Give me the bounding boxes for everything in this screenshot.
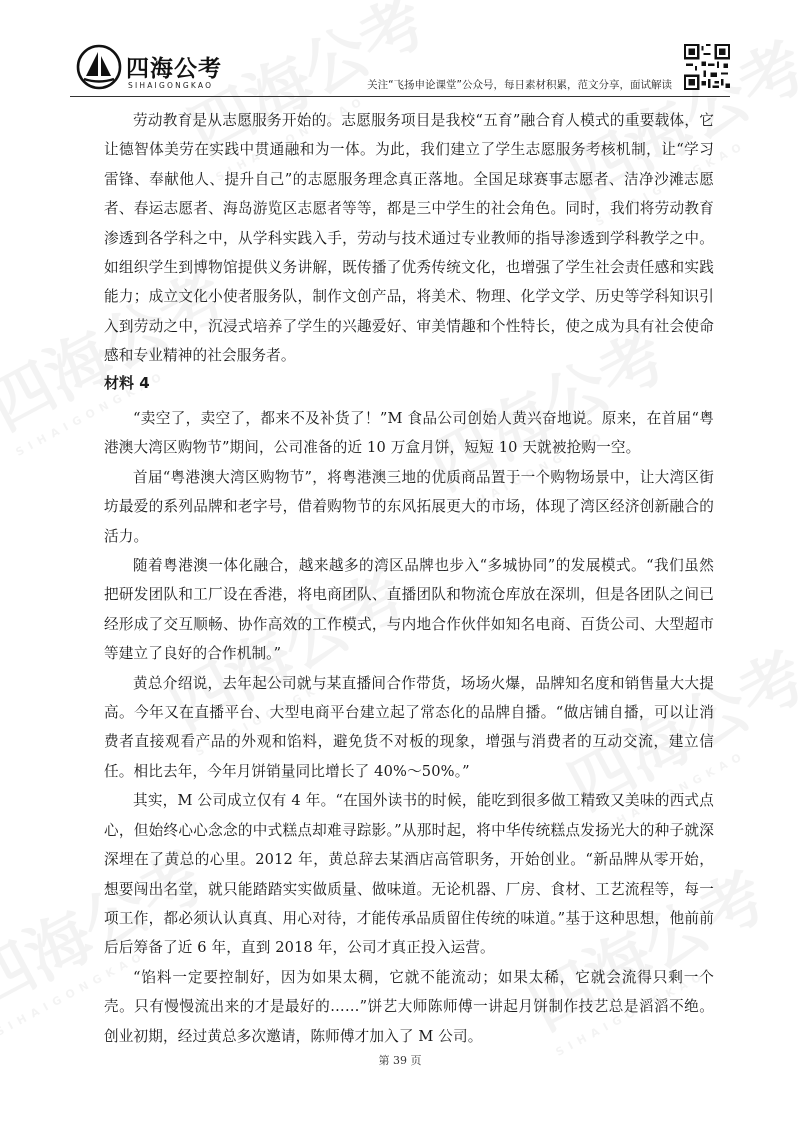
page-header [70,40,730,102]
paragraph: 首届“粤港澳大湾区购物节”，将粤港澳三地的优质商品置于一个购物场景中，让大湾区街坊最爱的系列品牌和老字号，借着购物节的东风拓展更大的市场，体现了湾区经济创新融合的活力。 [104,468,714,545]
header-tagline: 关注“飞扬申论课堂”公众号，每日素材积累，范文分享，面试解读 [367,79,672,91]
sailboat-logo-icon [76,44,122,90]
paragraph: 其实，M 公司成立仅有 4 年。“在国外读书的时候，能吃到很多做工精致又美味的西式点心，但始终心心念念的中式糕点却难寻踪影。”从那时起，将中华传统糕点发扬光大的种子就深深埋在了黄总的心里。2012 年，黄总辞去某酒店高管职务，开始创业。“新品牌从零开始，想要闯出名堂，就只能踏踏实实做质量、做味道。无论机器、厂房、食材、工艺流程等，每一项工作，都必须认认真真、用心对待，才能传承品质留住传统的味道。”基于这种思想，他前前后后筹备了近 6 年，直到 2018 年，公司才真正投入运营。 [104,792,714,957]
page-number: 第 39 页 [378,1054,422,1067]
paragraph: 劳动教育是从志愿服务开始的。志愿服务项目是我校“五育”融合育人模式的重要载体，它让德智体美劳在实践中贯通融和为一体。为此，我们建立了学生志愿服务考核机制，让“学习雷锋、奉献他人、提升自己”的志愿服务理念真正落地。全国足球赛事志愿者、洁净沙滩志愿者、春运志愿者、海岛游览区志愿者等等，都是三中学生的社会角色。同时，我们将劳动教育渗透到各学科之中，从学科实践入手，劳动与技术通过专业教师的指导渗透到学科教学之中。如组织学生到博物馆提供义务讲解，既传播了优秀传统文化，也增强了学生社会责任感和实践能力；成立文化小使者服务队，制作文创产品，将美术、物理、化学文学、历史等学科知识引入到劳动之中，沉浸式培养了学生的兴趣爱好、审美情趣和个性特长，使之成为具有社会使命感和专业精神的社会服务者。 [104,112,714,365]
qr-code-icon [684,44,730,90]
material-4-text [104,404,714,1051]
brand-subtitle: SIHAIGONGKAO [128,81,214,90]
paragraph: 黄总介绍说，去年起公司就与某直播间合作带货，场场火爆，品牌知名度和销售量大大提高。今年又在直播平台、大型电商平台建立起了常态化的品牌自播。“做店铺自播，可以让消费者直接观看产品的外观和馅料，避免货不对板的现象，增强与消费者的互动交流，建立信任。相比去年，今年月饼销量同比增长了 40%～50%。” [104,674,714,780]
paragraph: 随着粤港澳一体化融合，越来越多的湾区品牌也步入“多城协同”的发展模式。“我们虽然把研发团队和工厂设在香港，将电商团队、直播团队和物流仓库放在深圳，但是各团队之间已经形成了交互顺畅、协作高效的工作模式，与内地合作伙伴如知名电商、百货公司、大型超市等建立了良好的合作机制。” [104,557,714,663]
brand-name: 四海公考 [126,56,222,82]
section-title: 材料 4 [104,374,150,392]
header-divider [70,96,730,97]
paragraph: “卖空了，卖空了，都来不及补货了！”M 食品公司创始人黄兴奋地说。原来，在首届“粤港澳大湾区购物节”期间，公司准备的近 10 万盒月饼，短短 10 天就被抢购一空。 [104,410,714,457]
brand-logo [76,44,256,94]
paragraph: “馅料一定要控制好，因为如果太稠，它就不能流动；如果太稀，它就会流得只剩一个壳。只有慢慢流出来的才是最好的……”饼艺大师陈师傅一讲起月饼制作技艺总是滔滔不绝。创业初期，经过黄总多次邀请，陈师傅才加入了 M 公司。 [104,968,714,1045]
body-text [104,106,714,371]
